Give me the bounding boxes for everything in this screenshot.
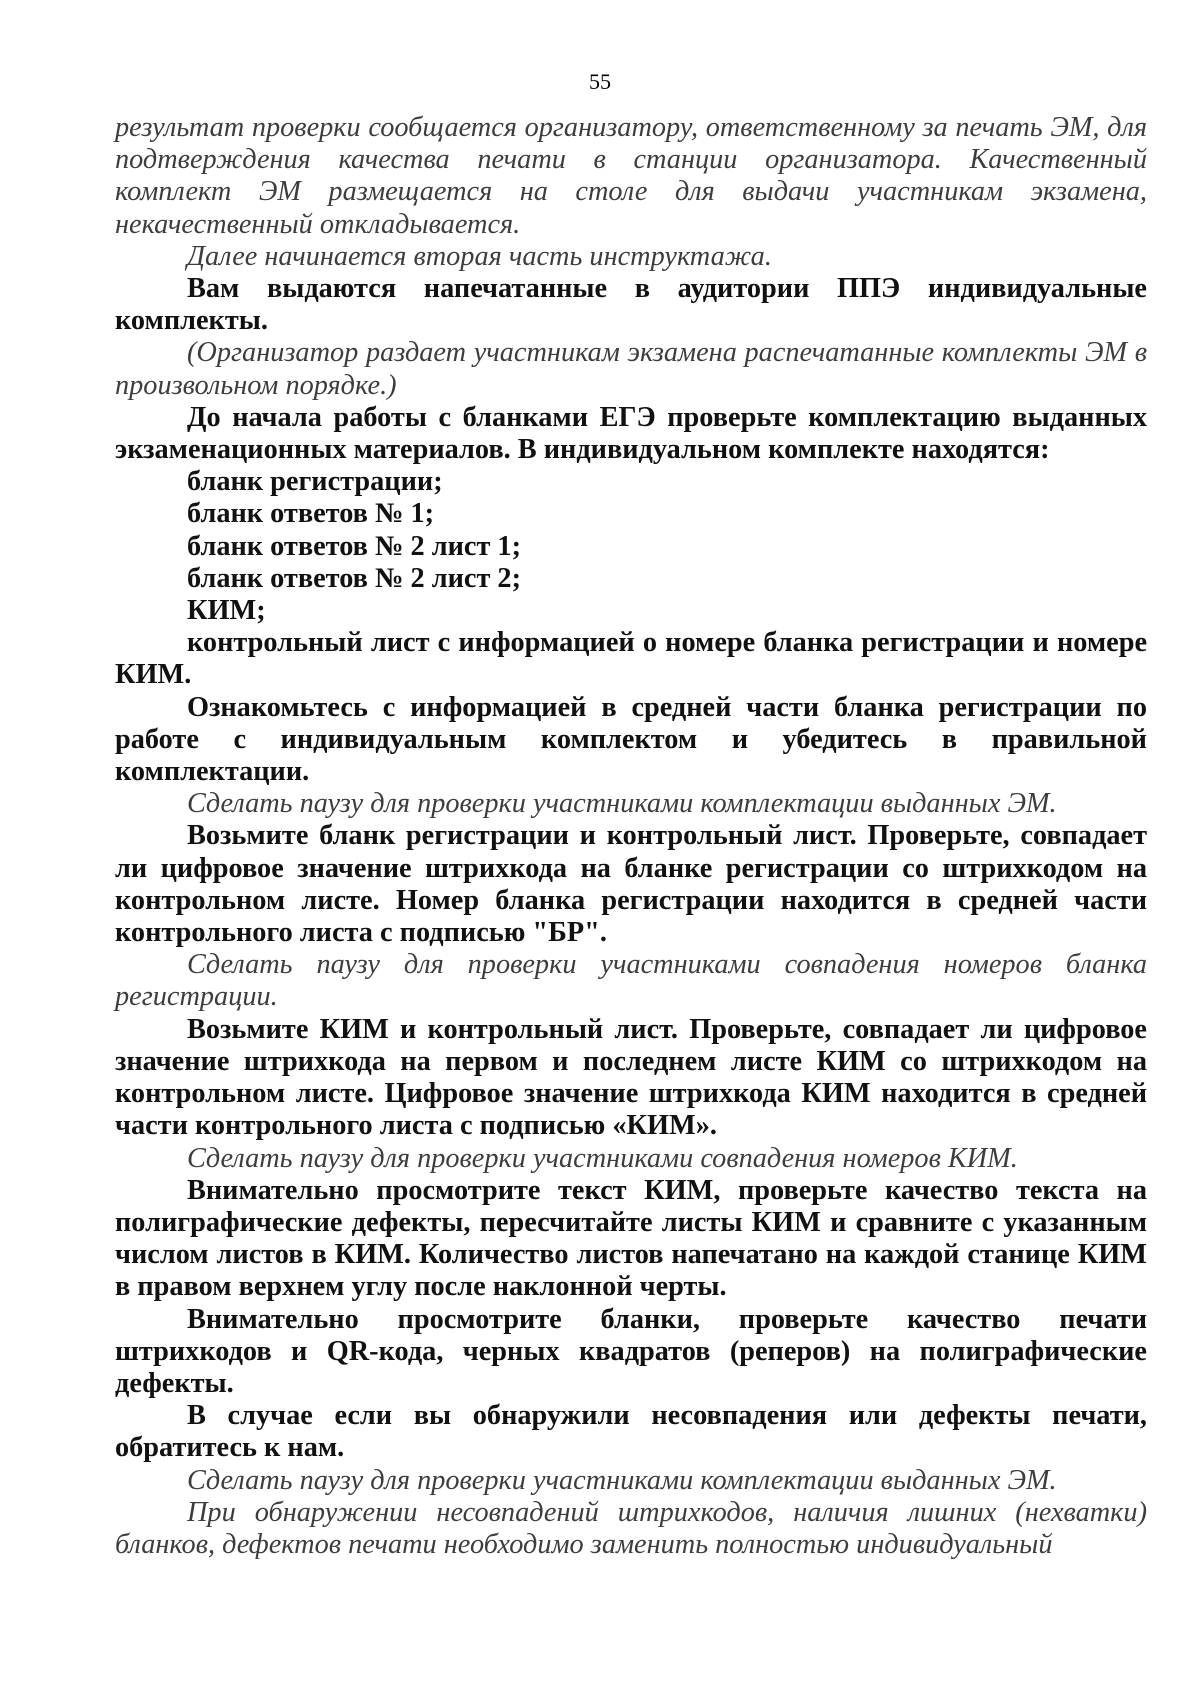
list-item-control-sheet: контрольный лист с информацией о номере бланка регистрации и номере КИМ. [115, 627, 1147, 691]
list-item-answer-form-2-sheet-2: бланк ответов № 2 лист 2; [187, 562, 522, 594]
paragraph-contact-us: В случае если вы обнаружили несовпадения или дефекты печати, обратитесь к нам. [115, 1400, 1147, 1464]
paragraph-second-part-intro: Далее начинается вторая часть инструктажа. [187, 240, 772, 272]
paragraph-read-info: Ознакомьтесь с информацией в средней части бланка регистрации по работе с индивидуальным комплектом и убедитесь в правильной комплектации. [115, 691, 1147, 788]
paragraph-inspect-kim-text: Внимательно просмотрите текст КИМ, проверьте качество текста на полиграфические дефекты, пересчитайте листы КИМ и сравните с указанным числом листов в КИМ. Количество листов напечатано на каждой станице КИМ в правом верхнем углу после наклонной черты. [115, 1174, 1147, 1303]
list-item-kim: КИМ; [187, 595, 266, 627]
paragraph-check-completeness: До начала работы с бланками ЕГЭ проверьте комплектацию выданных экзаменационных материалов. В индивидуальном комплекте находятся: [115, 401, 1147, 466]
paragraph-pause-registration-numbers: Сделать паузу для проверки участниками совпадения номеров бланка регистрации. [115, 949, 1147, 1013]
paragraph-replace-kit: При обнаружении несовпадений штрихкодов, наличия лишних (нехватки) бланков, дефектов печати необходимо заменить полностью индивидуальный [115, 1496, 1147, 1560]
page-number: 55 [589, 69, 611, 94]
paragraph-check-kim-barcode: Возьмите КИМ и контрольный лист. Проверьте, совпадает ли цифровое значение штрихкода на первом и последнем листе КИМ со штрихкодом на контрольном листе. Цифровое значение штрихкода КИМ находится в средней части контрольного листа с подписью «КИМ». [115, 1013, 1147, 1142]
paragraph-print-check-result: результат проверки сообщается организатору, ответственному за печать ЭМ, для подтверждения качества печати в станции организатора. Качественный комплект ЭМ размещается на столе для выдачи участникам экзамена, некачественный откладывается. [115, 112, 1147, 240]
page-body [115, 112, 1147, 1561]
paragraph-organizer-distributes: (Организатор раздает участникам экзамена распечатанные комплекты ЭМ в произвольном порядке.) [115, 337, 1147, 401]
list-item-answer-form-2-sheet-1: бланк ответов № 2 лист 1; [187, 530, 522, 562]
list-item-registration-form: бланк регистрации; [187, 466, 443, 498]
paragraph-check-registration-barcode: Возьмите бланк регистрации и контрольный лист. Проверьте, совпадает ли цифровое значение штрихкода на бланке регистрации со штрихкодом на контрольном листе. Номер бланка регистрации находится в средней части контрольного листа с подписью "БР". [115, 820, 1147, 949]
paragraph-pause-completeness: Сделать паузу для проверки участниками комплектации выданных ЭМ. [187, 788, 1057, 820]
paragraph-pause-kim-numbers: Сделать паузу для проверки участниками совпадения номеров КИМ. [187, 1142, 1018, 1174]
paragraph-pause-completeness-2: Сделать паузу для проверки участниками комплектации выданных ЭМ. [187, 1464, 1057, 1496]
paragraph-inspect-forms: Внимательно просмотрите бланки, проверьте качество печати штрихкодов и QR-кода, черных квадратов (реперов) на полиграфические дефекты. [115, 1303, 1147, 1399]
list-item-answer-form-1: бланк ответов № 1; [187, 498, 435, 530]
paragraph-kits-issued: Вам выдаются напечатанные в аудитории ППЭ индивидуальные комплекты. [115, 273, 1147, 337]
